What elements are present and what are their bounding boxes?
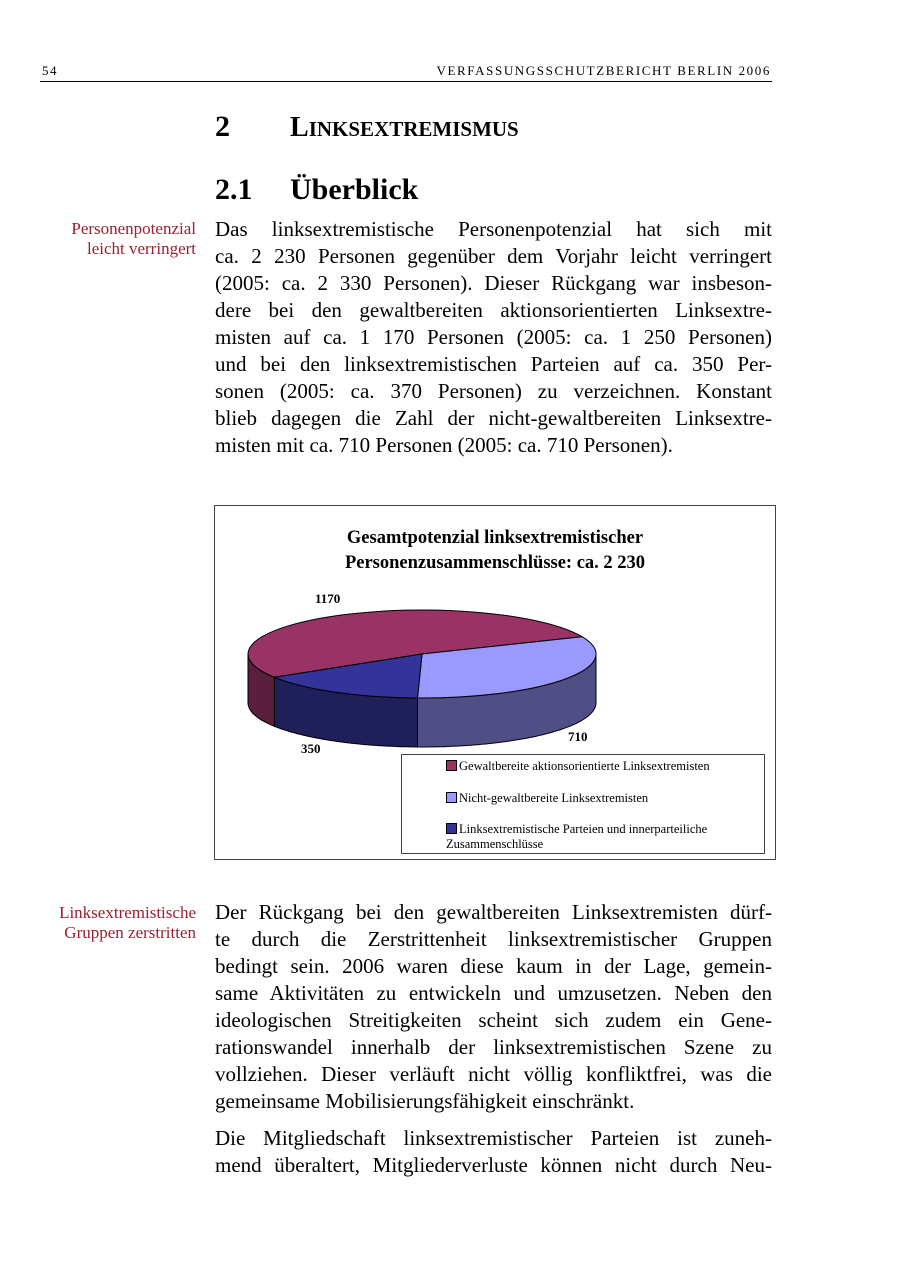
paragraph-3 [215, 1125, 772, 1179]
margin-note-line: Linksextremistische [59, 903, 196, 922]
text-line: mend überaltert, Mitgliederverluste können nicht durch Neu- [215, 1153, 772, 1177]
legend-text: Nicht-gewaltbereite Linksextremisten [459, 791, 649, 805]
legend-swatch [446, 760, 457, 771]
text-line: (2005: ca. 2 330 Personen). Dieser Rückgang war insbeson- [215, 271, 772, 295]
margin-note-line: Personenpotenzial [71, 219, 196, 238]
text-line: gemeinsame Mobilisierungsfähigkeit einschränkt. [215, 1089, 635, 1113]
page-number: 54 [42, 63, 58, 78]
legend-item-nicht-gewaltbereite [446, 791, 648, 806]
text-line: bedingt sein. 2006 waren diese kaum in der Lage, gemein- [215, 954, 772, 978]
text-line: Der Rückgang bei den gewaltbereiten Linksextremisten dürf- [215, 900, 772, 924]
legend-text: Zusammenschlüsse [446, 837, 544, 851]
legend-text: Linksextremistische Parteien und innerparteiliche [459, 822, 708, 836]
paragraph-1 [215, 216, 772, 459]
pie-chart-figure [214, 505, 776, 860]
text-line: blieb dagegen die Zahl der nicht-gewaltbereiten Linksextre- [215, 406, 772, 430]
text-line: dere bei den gewaltbereiten aktionsorientierten Linksextre- [215, 298, 772, 322]
data-label-1170: 1170 [315, 591, 341, 606]
data-label-710: 710 [568, 729, 588, 744]
chart-legend [401, 754, 765, 854]
chapter-title-initial: L [290, 112, 309, 143]
chapter-title-rest: INKSEXTREMISMUS [308, 117, 519, 141]
chapter-number: 2 [215, 110, 230, 143]
section-title: Überblick [290, 173, 419, 206]
legend-text: Gewaltbereite aktionsorientierte Linksextremisten [459, 759, 710, 773]
section-number: 2.1 [215, 173, 253, 206]
legend-item-parteien [446, 822, 707, 852]
text-line: ideologischen Streitigkeiten scheint sich zudem ein Gene- [215, 1008, 772, 1032]
margin-note-line: leicht verringert [86, 239, 196, 258]
text-line: vollziehen. Dieser verläuft nicht völlig konfliktfrei, was die [215, 1062, 772, 1086]
text-line: Das linksextremistische Personenpotenzial hat sich mit [215, 217, 772, 241]
header-rule [40, 81, 772, 82]
text-line: misten auf ca. 1 170 Personen (2005: ca. 1 250 Personen) [215, 325, 772, 349]
legend-swatch [446, 823, 457, 834]
text-line: sonen (2005: ca. 370 Personen) zu verzeichnen. Konstant [215, 379, 772, 403]
text-line: und bei den linksextremistischen Parteien auf ca. 350 Per- [215, 352, 772, 376]
margin-note-1 [36, 219, 196, 259]
paragraph-2 [215, 899, 772, 1115]
text-line: ca. 2 230 Personen gegenüber dem Vorjahr leicht verringert [215, 244, 772, 268]
text-line: te durch die Zerstrittenheit linksextremistischer Gruppen [215, 927, 772, 951]
text-line: rationswandel innerhalb der linksextremistischen Szene zu [215, 1035, 772, 1059]
legend-swatch [446, 792, 457, 803]
running-title: VERFASSUNGSSCHUTZBERICHT BERLIN 2006 [436, 63, 771, 78]
margin-note-2 [36, 903, 196, 943]
legend-item-gewaltbereite [446, 759, 710, 774]
chart-title-line: Gesamtpotenzial linksextremistischer [346, 528, 644, 548]
margin-note-line: Gruppen zerstritten [64, 923, 196, 942]
data-label-350: 350 [301, 741, 321, 756]
text-line: Die Mitgliedschaft linksextremistischer Parteien ist zuneh- [215, 1126, 772, 1150]
chapter-title [290, 112, 519, 144]
text-line: misten mit ca. 710 Personen (2005: ca. 710 Personen). [215, 433, 673, 457]
chart-title-line: Personenzusammenschlüsse: ca. 2 230 [344, 553, 646, 573]
text-line: same Aktivitäten zu entwickeln und umzusetzen. Neben den [215, 981, 772, 1005]
